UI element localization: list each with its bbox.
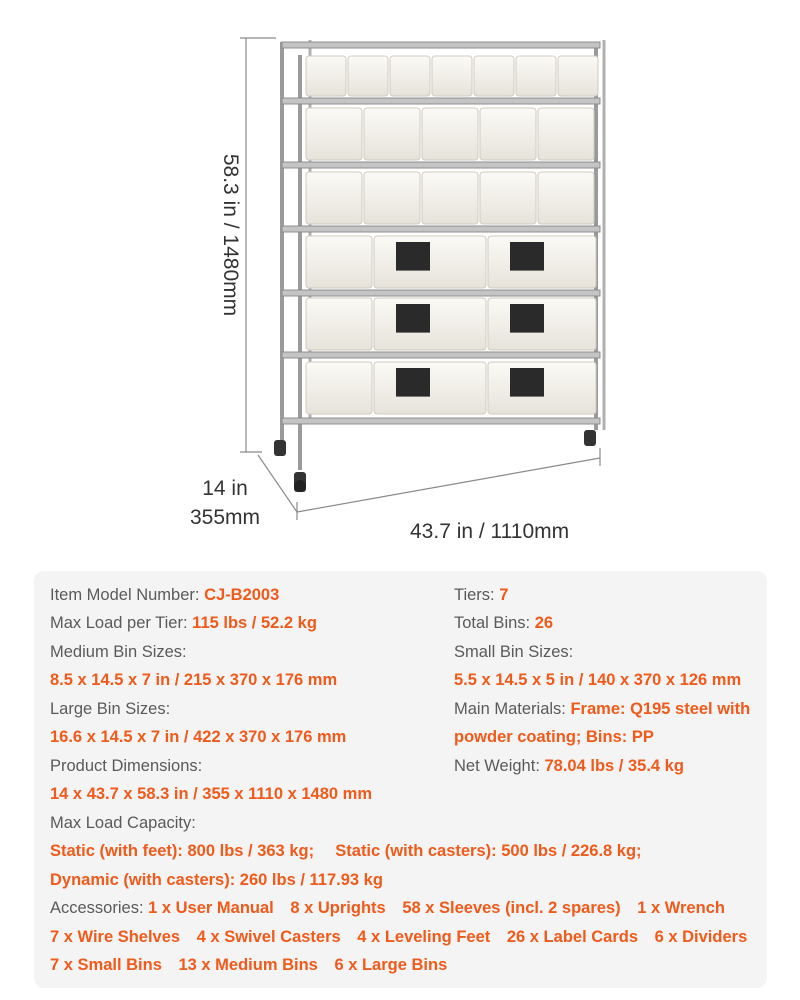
depth-mm: 355mm (189, 506, 261, 529)
storage-bin (348, 56, 388, 96)
wire-shelf (282, 98, 600, 104)
wire-shelf (282, 290, 600, 296)
spec-large-bin-value: 16.6 x 14.5 x 7 in / 422 x 370 x 176 mm (50, 728, 347, 746)
accessory-item: 6 x Dividers (654, 928, 748, 946)
accessory-item: 7 x Wire Shelves (50, 928, 181, 946)
height-label: 58.3 in / 1480mm (219, 153, 242, 317)
spec-product-dim-label: Product Dimensions: (50, 757, 203, 775)
caster-icon (274, 430, 596, 492)
storage-bin (422, 172, 478, 224)
divider (396, 242, 430, 271)
spec-small-bin-label: Small Bin Sizes: (454, 643, 574, 661)
spec-product-dim-value: 14 x 43.7 x 58.3 in / 355 x 1110 x 1480 mm (50, 785, 373, 803)
spec-medium-bin-value: 8.5 x 14.5 x 7 in / 215 x 370 x 176 mm (50, 671, 338, 689)
divider (510, 242, 544, 271)
storage-bin (538, 172, 594, 224)
divider (510, 304, 544, 333)
wire-shelf (282, 162, 600, 168)
accessory-item: 7 x Small Bins (50, 956, 162, 974)
storage-bin (306, 362, 372, 414)
spec-model: Item Model Number: CJ-B2003 (50, 586, 280, 604)
width-label: 43.7 in / 1110mm (410, 520, 570, 543)
storage-bin (374, 362, 486, 414)
storage-bin (516, 56, 556, 96)
spec-small-bin-value: 5.5 x 14.5 x 5 in / 140 x 370 x 126 mm (454, 671, 742, 689)
height-dimension-line (240, 38, 276, 452)
accessory-item: 58 x Sleeves (incl. 2 spares) (402, 899, 621, 917)
spec-static-loads: Static (with feet): 800 lbs / 363 kg; Static (with casters): 500 lbs / 226.8 kg; (50, 842, 642, 860)
depth-label (180, 474, 270, 532)
spec-materials: Main Materials: Frame: Q195 steel with (454, 700, 751, 718)
accessory-item: 1 x User Manual (148, 899, 274, 917)
storage-bin (306, 172, 362, 224)
accessories-row-1: Accessories: 1 x User Manual 8 x Uprights 58 x Sleeves (incl. 2 spares) 1 x Wrench (50, 899, 725, 917)
spec-max-load-tier: Max Load per Tier: 115 lbs / 52.2 kg (50, 614, 317, 632)
accessory-item: 4 x Swivel Casters (196, 928, 341, 946)
spec-max-load-capacity-label: Max Load Capacity: (50, 814, 196, 832)
divider (396, 368, 430, 397)
storage-bin (422, 108, 478, 160)
accessory-item: 26 x Label Cards (506, 928, 639, 946)
storage-bin (306, 236, 372, 288)
depth-inches: 14 in (202, 477, 248, 500)
wire-shelf (282, 418, 600, 424)
spec-dynamic-load: Dynamic (with casters): 260 lbs / 117.93 kg (50, 871, 383, 889)
accessory-item: 8 x Uprights (290, 899, 386, 917)
spec-net-weight: Net Weight: 78.04 lbs / 35.4 kg (454, 757, 684, 775)
accessory-item: 13 x Medium Bins (178, 956, 318, 974)
storage-bin (488, 298, 596, 350)
wire-shelf (282, 42, 600, 48)
storage-bin (306, 108, 362, 160)
storage-bin (364, 172, 420, 224)
accessory-item: 1 x Wrench (637, 899, 725, 917)
storage-bin (306, 298, 372, 350)
spec-total-bins: Total Bins: 26 (454, 614, 554, 632)
spec-tiers: Tiers: 7 (454, 586, 509, 604)
accessory-item: 6 x Large Bins (334, 956, 448, 974)
storage-bin (432, 56, 472, 96)
shelf-unit (274, 40, 604, 492)
spec-medium-bin-label: Medium Bin Sizes: (50, 643, 187, 661)
divider (510, 368, 544, 397)
wire-shelf (282, 226, 600, 232)
divider (396, 304, 430, 333)
storage-bin (488, 236, 596, 288)
storage-bin (374, 298, 486, 350)
accessory-item: 4 x Leveling Feet (357, 928, 491, 946)
storage-bin (558, 56, 598, 96)
storage-bin (306, 56, 346, 96)
accessories-row-3 (50, 955, 447, 975)
spec-panel (34, 571, 767, 988)
wire-shelf (282, 352, 600, 358)
storage-bin (390, 56, 430, 96)
width-dimension-line (297, 448, 600, 520)
spec-large-bin-label: Large Bin Sizes: (50, 700, 171, 718)
storage-bin (374, 236, 486, 288)
storage-bin (488, 362, 596, 414)
storage-bin (474, 56, 514, 96)
storage-bin (364, 108, 420, 160)
storage-bin (480, 172, 536, 224)
spec-materials-cont: powder coating; Bins: PP (454, 728, 654, 746)
accessories-row-2 (50, 927, 747, 947)
storage-bin (538, 108, 594, 160)
storage-bin (480, 108, 536, 160)
